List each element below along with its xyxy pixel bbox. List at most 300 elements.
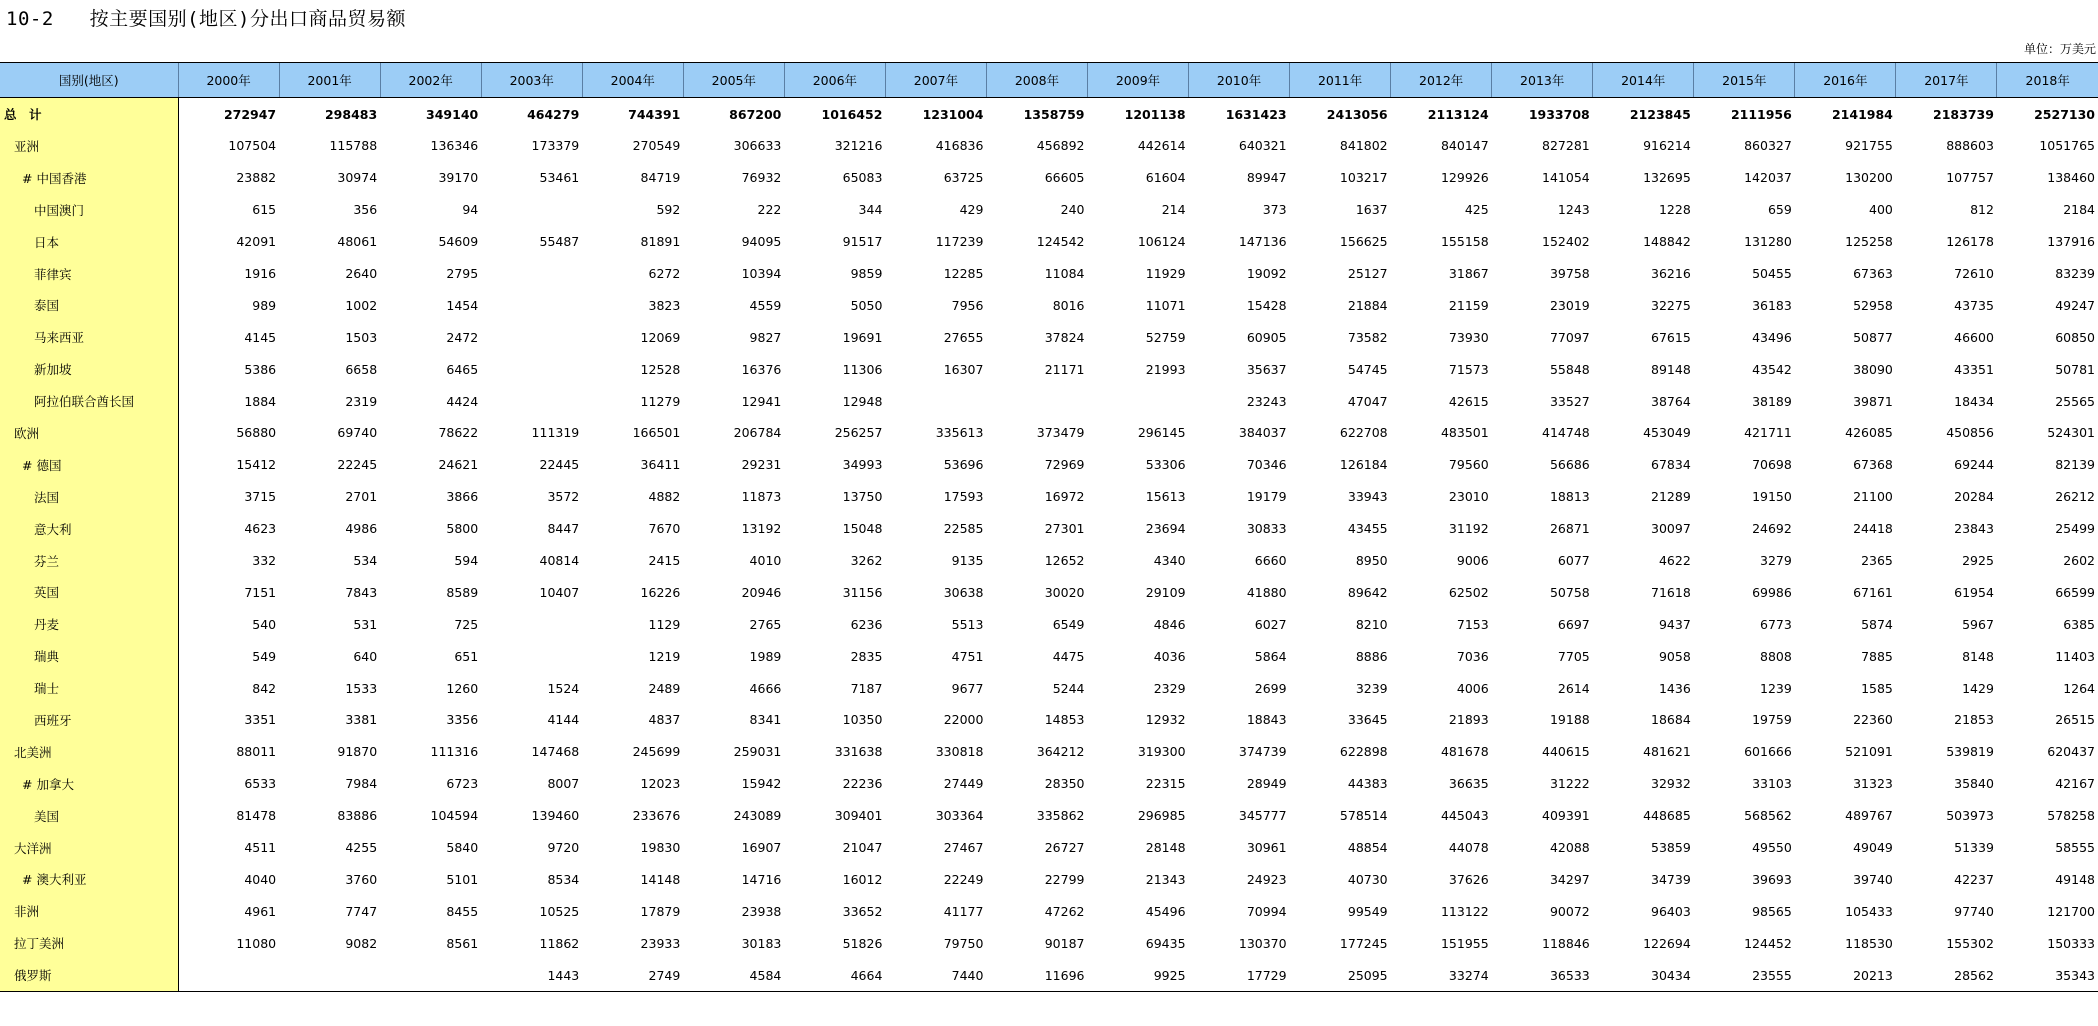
value-cell: 425: [1464, 202, 1489, 218]
value-cell: 14853: [1044, 712, 1085, 728]
value-cell: [481, 289, 582, 321]
value-cell: 8808: [1760, 648, 1792, 664]
value-cell: 151955: [1440, 935, 1489, 951]
value-cell: 35840: [1954, 776, 1994, 792]
value-cell: 19150: [1752, 489, 1792, 505]
value-cell: 243089: [733, 808, 782, 824]
value-cell: 15942: [741, 776, 782, 792]
value-cell: 132695: [1643, 170, 1691, 186]
value-cell: 31323: [1853, 776, 1893, 792]
value-cell: 43542: [1752, 361, 1792, 377]
table-row: [0, 289, 2098, 321]
value-cell: 1228: [1658, 202, 1691, 218]
value-cell: 240: [1060, 202, 1085, 218]
row-label: 亚洲: [0, 130, 178, 162]
value-cell: 11071: [1145, 297, 1186, 313]
value-cell: 2111956: [1730, 106, 1792, 122]
value-cell: 481621: [1643, 744, 1691, 760]
table-row: [0, 863, 2098, 895]
value-cell: 106124: [1137, 234, 1186, 250]
value-cell: 34297: [1549, 871, 1590, 887]
value-cell: 50455: [1752, 266, 1792, 281]
value-cell: 4986: [345, 521, 378, 537]
value-cell: 19830: [640, 840, 681, 856]
value-cell: 52759: [1145, 329, 1186, 345]
value-cell: 142037: [1744, 170, 1792, 186]
value-cell: 50758: [1549, 584, 1590, 600]
value-cell: 25095: [1290, 959, 1391, 991]
value-cell: 22585: [943, 521, 984, 537]
value-cell: 1989: [749, 648, 782, 664]
value-cell: 384037: [1238, 425, 1287, 441]
value-cell: 1585: [1861, 680, 1893, 696]
value-cell: 79750: [943, 935, 984, 951]
value-cell: 155302: [1946, 935, 1994, 951]
value-cell: 6533: [244, 776, 277, 792]
value-cell: 7440: [885, 959, 986, 991]
value-cell: 5513: [951, 616, 984, 632]
value-cell: 3715: [244, 489, 277, 505]
value-cell: 4475: [1052, 648, 1085, 664]
value-cell: 4144: [547, 712, 580, 728]
value-cell: 51339: [1954, 840, 1994, 856]
value-cell: 549: [252, 648, 277, 664]
header-year: 2013年: [1492, 63, 1593, 98]
value-cell: 67615: [1651, 329, 1691, 345]
value-cell: 256257: [834, 425, 883, 441]
table-row: [0, 353, 2098, 385]
value-cell: 4340: [1153, 553, 1186, 569]
value-cell: 40730: [1347, 871, 1388, 887]
value-cell: 2835: [850, 648, 883, 664]
value-cell: 94: [462, 202, 479, 218]
value-cell: 24418: [1853, 521, 1893, 537]
value-cell: 483501: [1440, 425, 1489, 441]
value-cell: 6027: [1254, 616, 1287, 632]
value-cell: 3381: [345, 712, 378, 728]
value-cell: 91517: [842, 234, 883, 250]
value-cell: [986, 385, 1087, 417]
value-cell: 270549: [632, 138, 681, 154]
value-cell: 107757: [1946, 170, 1994, 186]
value-cell: 16907: [741, 840, 782, 856]
value-cell: 827281: [1542, 138, 1590, 154]
value-cell: 9859: [850, 266, 883, 281]
value-cell: 65083: [842, 170, 883, 186]
value-cell: 6697: [1557, 616, 1590, 632]
table-row: [0, 800, 2098, 832]
value-cell: 55487: [539, 234, 580, 250]
value-cell: 303364: [935, 808, 984, 824]
value-cell: 67368: [1853, 457, 1893, 473]
value-cell: 122694: [1643, 935, 1691, 951]
value-cell: 53461: [539, 170, 580, 186]
value-cell: 71618: [1651, 584, 1691, 600]
value-cell: 7036: [1456, 648, 1489, 664]
table-row: [0, 162, 2098, 194]
value-cell: 2319: [345, 393, 378, 409]
value-cell: 99549: [1347, 903, 1388, 919]
value-cell: 578258: [2047, 808, 2095, 824]
value-cell: 6773: [1760, 616, 1792, 632]
value-cell: 409391: [1542, 808, 1590, 824]
value-cell: 464279: [527, 106, 580, 122]
value-cell: 35343: [1997, 959, 2098, 991]
value-cell: 5967: [1962, 616, 1994, 632]
value-cell: 18843: [1246, 712, 1287, 728]
value-cell: 22249: [943, 871, 984, 887]
value-cell: 356: [353, 202, 378, 218]
value-cell: 481678: [1440, 744, 1489, 760]
value-cell: 141054: [1542, 170, 1590, 186]
value-cell: 2329: [1153, 680, 1186, 696]
row-label: # 中国香港: [0, 162, 178, 194]
value-cell: 13192: [741, 521, 782, 537]
row-label: 泰国: [0, 289, 178, 321]
header-row: [0, 63, 2098, 98]
value-cell: 3866: [446, 489, 479, 505]
value-cell: 89947: [1246, 170, 1287, 186]
row-label: 丹麦: [0, 608, 178, 640]
value-cell: 111316: [430, 744, 479, 760]
value-cell: 16226: [640, 584, 681, 600]
value-cell: 139460: [531, 808, 580, 824]
value-cell: 55848: [1549, 361, 1590, 377]
value-cell: 15048: [842, 521, 883, 537]
value-cell: 156625: [1339, 234, 1388, 250]
value-cell: 888603: [1946, 138, 1994, 154]
value-cell: 1243: [1557, 202, 1590, 218]
value-cell: 16012: [842, 871, 883, 887]
value-cell: 39693: [1752, 871, 1792, 887]
value-cell: [380, 959, 481, 991]
row-label: 日本: [0, 226, 178, 258]
value-cell: 79560: [1448, 457, 1489, 473]
value-cell: 37626: [1448, 871, 1489, 887]
value-cell: [279, 959, 380, 991]
value-cell: 66605: [1044, 170, 1085, 186]
value-cell: 7984: [345, 776, 378, 792]
value-cell: 4846: [1153, 616, 1186, 632]
value-cell: 4837: [648, 712, 681, 728]
value-cell: 4010: [749, 553, 782, 569]
value-cell: 332: [252, 553, 277, 569]
value-cell: 98565: [1752, 903, 1792, 919]
value-cell: 33943: [1347, 489, 1388, 505]
value-cell: 309401: [834, 808, 883, 824]
value-cell: 921755: [1845, 138, 1893, 154]
value-cell: 21993: [1145, 361, 1186, 377]
value-cell: 4255: [345, 840, 378, 856]
value-cell: 8950: [1355, 553, 1388, 569]
value-cell: 113122: [1440, 903, 1489, 919]
value-cell: 2365: [1861, 553, 1893, 569]
value-cell: 31222: [1549, 776, 1590, 792]
value-cell: 440615: [1542, 744, 1590, 760]
value-cell: 23882: [236, 170, 277, 186]
value-cell: 916214: [1643, 138, 1691, 154]
value-cell: 42088: [1549, 840, 1590, 856]
value-cell: 521091: [1845, 744, 1893, 760]
value-cell: 22236: [842, 776, 883, 792]
value-cell: 48854: [1347, 840, 1388, 856]
value-cell: 2472: [446, 329, 479, 345]
value-cell: 34739: [1651, 871, 1691, 887]
value-cell: 35637: [1246, 361, 1287, 377]
value-cell: 20284: [1954, 489, 1994, 505]
value-cell: 867200: [729, 106, 782, 122]
value-cell: 131280: [1744, 234, 1792, 250]
value-cell: 53696: [943, 457, 984, 473]
value-cell: 8007: [547, 776, 580, 792]
value-cell: 1002: [345, 297, 378, 313]
table-row: [0, 130, 2098, 162]
value-cell: 259031: [733, 744, 782, 760]
value-cell: 335862: [1036, 808, 1085, 824]
table-row: [0, 449, 2098, 481]
value-cell: 4751: [951, 648, 984, 664]
value-cell: 12285: [943, 266, 984, 281]
value-cell: 28949: [1246, 776, 1287, 792]
value-cell: 640321: [1238, 138, 1287, 154]
value-cell: 14148: [640, 871, 681, 887]
value-cell: 30097: [1651, 521, 1691, 537]
value-cell: 4006: [1456, 680, 1489, 696]
table-row: [0, 545, 2098, 577]
value-cell: 126184: [1339, 457, 1388, 473]
value-cell: 11696: [986, 959, 1087, 991]
header-year: 2015年: [1694, 63, 1795, 98]
value-cell: 36216: [1651, 266, 1691, 281]
value-cell: 6077: [1557, 553, 1590, 569]
value-cell: 6658: [345, 361, 378, 377]
value-cell: 640: [353, 648, 378, 664]
value-cell: 152402: [1542, 234, 1590, 250]
value-cell: 860327: [1744, 138, 1792, 154]
value-cell: 107504: [228, 138, 277, 154]
value-cell: 44383: [1347, 776, 1388, 792]
value-cell: 1051765: [2039, 138, 2095, 154]
value-cell: 17879: [640, 903, 681, 919]
value-cell: 429: [959, 202, 984, 218]
value-cell: 9135: [951, 553, 984, 569]
value-cell: 5864: [1254, 648, 1287, 664]
value-cell: 49247: [2055, 297, 2095, 313]
value-cell: 1260: [446, 680, 479, 696]
row-label: 英国: [0, 576, 178, 608]
value-cell: 1358759: [1023, 106, 1085, 122]
value-cell: [481, 321, 582, 353]
value-cell: 43351: [1954, 361, 1994, 377]
table-row: [0, 895, 2098, 927]
table-row: [0, 672, 2098, 704]
value-cell: 21159: [1448, 297, 1489, 313]
value-cell: 21100: [1853, 489, 1893, 505]
value-cell: 416836: [935, 138, 984, 154]
row-label: 非洲: [0, 895, 178, 927]
value-cell: 30638: [943, 584, 984, 600]
value-cell: 48061: [337, 234, 378, 250]
value-cell: 725: [454, 616, 479, 632]
value-cell: 24923: [1246, 871, 1287, 887]
value-cell: 1219: [648, 648, 681, 664]
trade-table: [0, 62, 2098, 992]
value-cell: 10394: [741, 266, 782, 281]
value-cell: 33645: [1347, 712, 1388, 728]
value-cell: 7187: [850, 680, 883, 696]
value-cell: 8210: [1355, 616, 1388, 632]
value-cell: 1231004: [922, 106, 984, 122]
value-cell: 26727: [1044, 840, 1085, 856]
value-cell: 2183739: [1933, 106, 1994, 122]
value-cell: 2113124: [1427, 106, 1489, 122]
value-cell: 321216: [834, 138, 883, 154]
value-cell: 11929: [1145, 266, 1186, 281]
table-row: [0, 385, 2098, 417]
value-cell: 13750: [842, 489, 883, 505]
value-cell: 414748: [1542, 425, 1590, 441]
value-cell: 25499: [2055, 521, 2095, 537]
value-cell: 50877: [1853, 329, 1893, 345]
value-cell: 33652: [842, 903, 883, 919]
table-row: [0, 832, 2098, 864]
table-body: [0, 98, 2098, 992]
value-cell: 117239: [935, 234, 984, 250]
value-cell: 4666: [749, 680, 782, 696]
value-cell: 38090: [1853, 361, 1893, 377]
value-cell: 27655: [943, 329, 984, 345]
table-row: [0, 927, 2098, 959]
value-cell: 1201138: [1124, 106, 1186, 122]
value-cell: 5050: [850, 297, 883, 313]
value-cell: 30020: [1044, 584, 1085, 600]
value-cell: [481, 640, 582, 672]
row-label: # 澳大利亚: [0, 863, 178, 895]
value-cell: 43496: [1752, 329, 1792, 345]
value-cell: 524301: [2047, 425, 2095, 441]
value-cell: 5800: [446, 521, 479, 537]
value-cell: 94095: [741, 234, 782, 250]
value-cell: 4882: [648, 489, 681, 505]
value-cell: 1429: [1962, 680, 1994, 696]
value-cell: 39758: [1549, 266, 1590, 281]
value-cell: 22799: [1044, 871, 1085, 887]
value-cell: 21047: [842, 840, 883, 856]
value-cell: 104594: [430, 808, 479, 824]
value-cell: 136346: [430, 138, 479, 154]
value-cell: 540: [252, 616, 277, 632]
value-cell: 3239: [1355, 680, 1388, 696]
value-cell: 12948: [842, 393, 883, 409]
value-cell: 4961: [244, 903, 277, 919]
row-label: 菲律宾: [0, 258, 178, 290]
value-cell: 11279: [640, 393, 681, 409]
value-cell: 30961: [1246, 840, 1287, 856]
value-cell: 6385: [2063, 616, 2095, 632]
value-cell: [481, 385, 582, 417]
value-cell: 41880: [1246, 584, 1287, 600]
value-cell: 33103: [1752, 776, 1792, 792]
value-cell: 812: [1970, 202, 1994, 218]
value-cell: 44078: [1448, 840, 1489, 856]
value-cell: 42237: [1954, 871, 1994, 887]
table-row: [0, 226, 2098, 258]
value-cell: 70346: [1246, 457, 1287, 473]
value-cell: 2527130: [2034, 106, 2095, 122]
header-year: 2000年: [178, 63, 279, 98]
row-label: 新加坡: [0, 353, 178, 385]
value-cell: 7705: [1557, 648, 1590, 664]
value-cell: [481, 608, 582, 640]
value-cell: 90072: [1549, 903, 1590, 919]
row-label: 美国: [0, 800, 178, 832]
value-cell: 3760: [345, 871, 378, 887]
value-cell: 4036: [1153, 648, 1186, 664]
value-cell: 97740: [1954, 903, 1994, 919]
value-cell: 2141984: [1831, 106, 1893, 122]
row-label: 瑞典: [0, 640, 178, 672]
value-cell: 118846: [1542, 935, 1590, 951]
value-cell: 3356: [446, 712, 479, 728]
value-cell: 45496: [1145, 903, 1186, 919]
value-cell: 148842: [1643, 234, 1691, 250]
table-row: [0, 959, 2098, 991]
row-label: 欧洲: [0, 417, 178, 449]
value-cell: 67834: [1651, 457, 1691, 473]
value-cell: 22315: [1145, 776, 1186, 792]
value-cell: 49550: [1752, 840, 1792, 856]
value-cell: 1454: [446, 297, 479, 313]
table-row: [0, 608, 2098, 640]
value-cell: 9058: [1658, 648, 1691, 664]
value-cell: 147468: [531, 744, 580, 760]
value-cell: 26212: [2055, 489, 2095, 505]
value-cell: 5840: [446, 840, 479, 856]
value-cell: 272947: [223, 106, 277, 122]
value-cell: 744391: [628, 106, 681, 122]
value-cell: 245699: [632, 744, 681, 760]
value-cell: 41177: [943, 903, 984, 919]
value-cell: 331638: [834, 744, 883, 760]
row-label: 意大利: [0, 513, 178, 545]
value-cell: 34993: [842, 457, 883, 473]
value-cell: 115788: [329, 138, 378, 154]
value-cell: 4622: [1658, 553, 1691, 569]
value-cell: 38189: [1752, 393, 1792, 409]
value-cell: 330818: [935, 744, 984, 760]
row-label: 西班牙: [0, 704, 178, 736]
value-cell: 11403: [2055, 648, 2095, 664]
value-cell: 9925: [1088, 959, 1189, 991]
value-cell: 6236: [850, 616, 883, 632]
value-cell: 105433: [1845, 903, 1893, 919]
value-cell: 9437: [1658, 616, 1691, 632]
value-cell: 7151: [244, 584, 277, 600]
value-cell: 22360: [1853, 712, 1893, 728]
value-cell: 1016452: [821, 106, 883, 122]
value-cell: 2765: [749, 616, 782, 632]
value-cell: 83239: [2055, 266, 2095, 281]
value-cell: 400: [1869, 202, 1893, 218]
value-cell: 138460: [2047, 170, 2095, 186]
value-cell: 4584: [683, 959, 784, 991]
value-cell: 12941: [741, 393, 782, 409]
value-cell: 1129: [648, 616, 681, 632]
value-cell: 23938: [741, 903, 782, 919]
value-cell: 8016: [1052, 297, 1085, 313]
value-cell: 4623: [244, 521, 277, 537]
value-cell: 61604: [1145, 170, 1186, 186]
